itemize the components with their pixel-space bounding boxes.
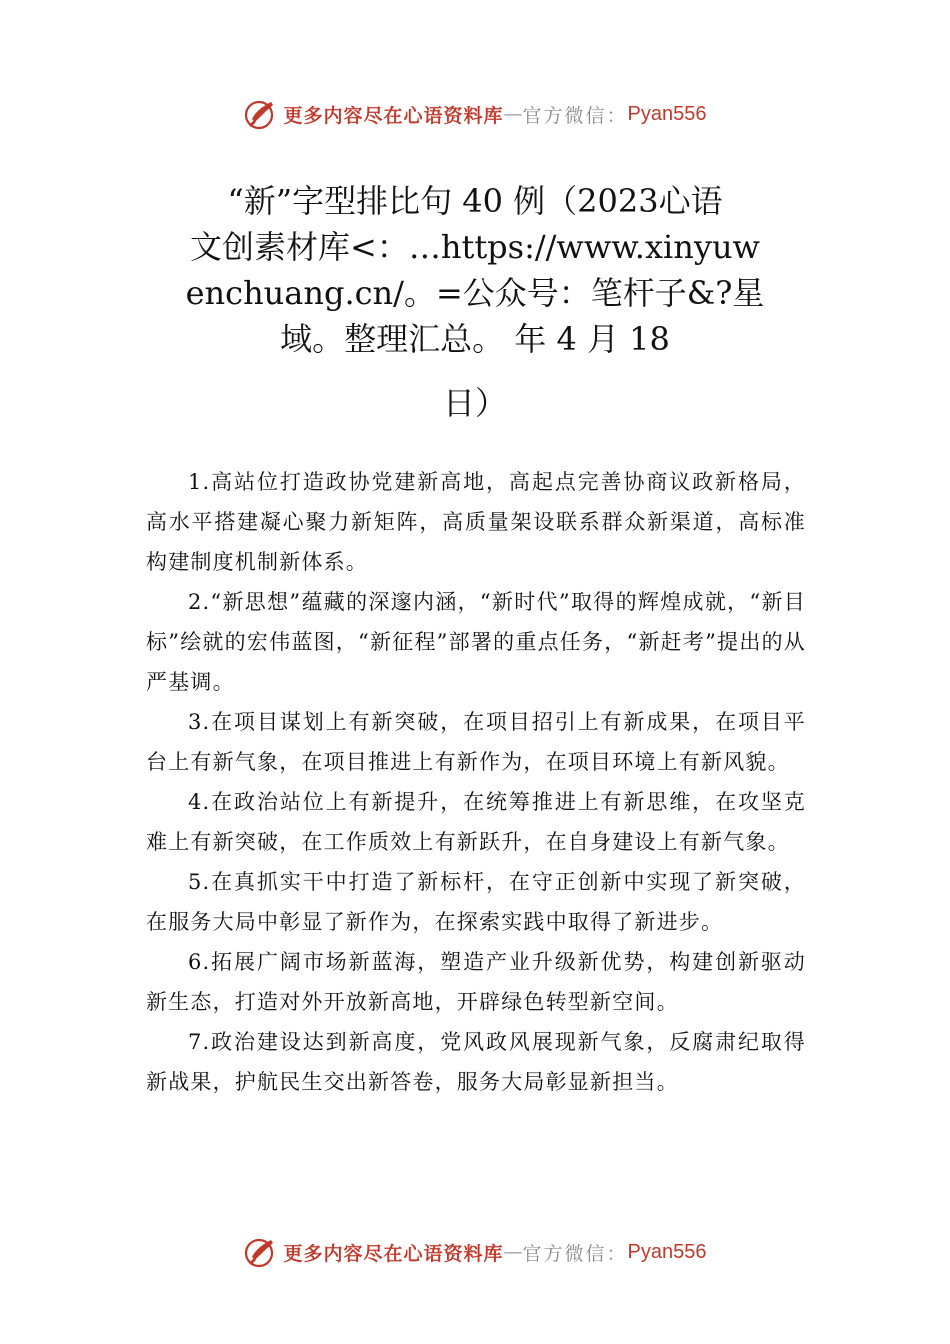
- document-title: [150, 178, 800, 426]
- title-line: 日）: [442, 384, 507, 422]
- footer-banner: [0, 1232, 950, 1272]
- banner-wechat-id: Pyan556: [627, 1240, 707, 1263]
- banner-dash: —: [503, 1241, 523, 1263]
- title-line: 文创素材库<：…https://www.xinyuw: [190, 228, 760, 266]
- banner-label: 官方微信：: [522, 1242, 628, 1265]
- banner-label: 官方微信：: [522, 104, 628, 127]
- banner-dash: —: [503, 103, 523, 125]
- title-line: 域。整理汇总。 年 4 月 18: [280, 320, 670, 358]
- pen-nib-logo-icon: [244, 97, 278, 131]
- banner-wechat-id: Pyan556: [627, 102, 707, 125]
- paragraph: 5.在真抓实干中打造了新标杆，在守正创新中实现了新突破，在服务大局中彰显了新作为，在探索实践中取得了新进步。: [146, 870, 806, 934]
- paragraph: 6.拓展广阔市场新蓝海，塑造产业升级新优势，构建创新驱动新生态，打造对外开放新高地，开辟绿色转型新空间。: [146, 950, 806, 1014]
- paragraph: 1.高站位打造政协党建新高地，高起点完善协商议政新格局，高水平搭建凝心聚力新矩阵，高质量架设联系群众新渠道，高标准构建制度机制新体系。: [146, 470, 806, 574]
- title-line: enchuang.cn/。=公众号：笔杆子&?星: [185, 274, 765, 312]
- paragraph: 7.政治建设达到新高度，党风政风展现新气象，反腐肃纪取得新战果，护航民生交出新答卷，服务大局彰显新担当。: [146, 1030, 806, 1094]
- banner-main-text: 更多内容尽在心语资料库: [283, 1242, 504, 1265]
- paragraph: 4.在政治站位上有新提升，在统筹推进上有新思维，在攻坚克难上有新突破，在工作质效上有新跃升，在自身建设上有新气象。: [146, 790, 806, 854]
- banner-main-text: 更多内容尽在心语资料库: [283, 104, 504, 127]
- paragraph: 3.在项目谋划上有新突破，在项目招引上有新成果，在项目平台上有新气象，在项目推进上有新作为，在项目环境上有新风貌。: [146, 710, 806, 774]
- document-body: [146, 462, 806, 1102]
- title-line: “新”字型排比句 40 例（2023心语: [227, 182, 723, 220]
- paragraph: 2.“新思想”蕴藏的深邃内涵，“新时代”取得的辉煌成就，“新目标”绘就的宏伟蓝图，“新征程”部署的重点任务，“新赶考”提出的从严基调。: [146, 590, 806, 694]
- pen-nib-logo-icon: [244, 1235, 278, 1269]
- header-banner: [0, 94, 950, 134]
